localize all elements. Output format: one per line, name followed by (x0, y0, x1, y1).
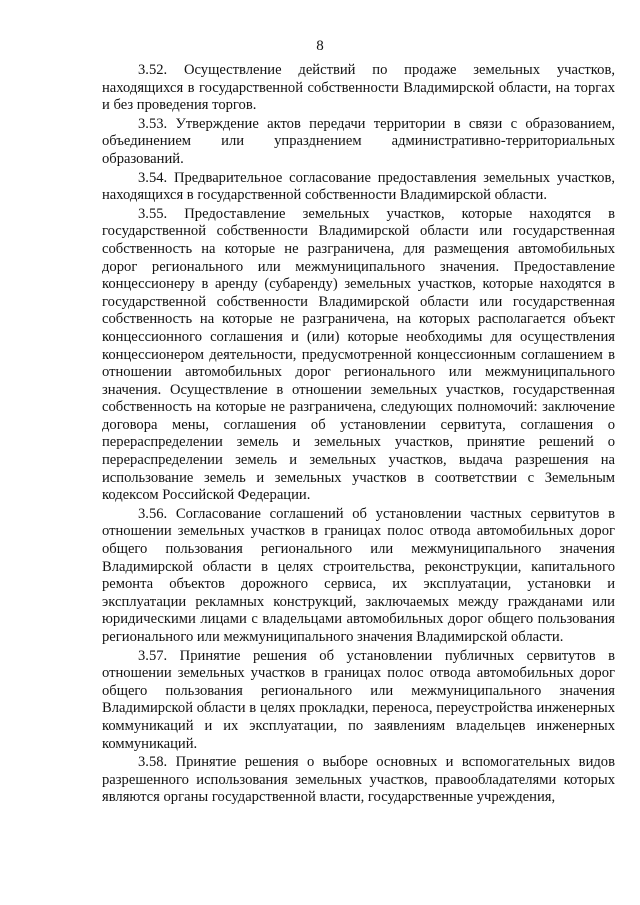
paragraph-3-58: 3.58. Принятие решения о выборе основных и вспомогательных видов разрешенного использования земельных участков, правообладателями которых являются органы государственной власти, государственные учреждения, (102, 754, 615, 806)
document-body (102, 62, 615, 807)
paragraph-3-54: 3.54. Предварительное согласование предоставления земельных участков, находящихся в государственной собственности Владимирской области. (102, 169, 615, 204)
paragraph-3-52: 3.52. Осуществление действий по продаже земельных участков, находящихся в государственной собственности Владимирской области, на торгах и без проведения торгов. (102, 62, 615, 114)
paragraph-3-53: 3.53. Утверждение актов передачи территории в связи с образованием, объединением или упразднением административно-территориальных образований. (102, 115, 615, 167)
paragraph-3-55: 3.55. Предоставление земельных участков, которые находятся в государственной собственности Владимирской области или государственная собственность на которые не разграничена, для размещения автомобильных дорог регионального или межмуниципального значения. Предоставление концессионеру в аренду (субаренду) земельных участков, которые находятся в государственной собственности Владимирской области или государственная собственность на которые не разграничена, на которых располагается объект концессионного соглашения и (или) которые необходимы для осуществления концессионером деятельности, предусмотренной концессионным соглашением в отношении автомобильных дорог регионального или межмуниципального значения. Осуществление в отношении земельных участков, государственная собственность на которые не разграничена, следующих полномочий: заключение договора мены, соглашения об установлении сервитута, соглашения о перераспределении земель и земельных участков, принятие решений о перераспределении земель и земельных участков, выдача разрешения на использование земель и земельных участков в соответствии с Земельным кодексом Российской Федерации. (102, 205, 615, 504)
paragraph-3-56: 3.56. Согласование соглашений об установлении частных сервитутов в отношении земельных участков в границах полос отвода автомобильных дорог общего пользования регионального или межмуниципального значения Владимирской области в целях строительства, реконструкции, капитального ремонта объектов дорожного сервиса, их эксплуатации, установки и эксплуатации рекламных конструкций, заключаемых между гражданами или юридическими лицами с владельцами автомобильных дорог общего пользования регионального или межмуниципального значения Владимирской области. (102, 505, 615, 645)
paragraph-3-57: 3.57. Принятие решения об установлении публичных сервитутов в отношении земельных участков в границах полос отвода автомобильных дорог общего пользования регионального или межмуниципального значения Владимирской области в целях прокладки, переноса, переустройства инженерных коммуникаций и их эксплуатации, по заявлениям владельцев инженерных коммуникаций. (102, 647, 615, 752)
page-number: 8 (316, 38, 324, 54)
